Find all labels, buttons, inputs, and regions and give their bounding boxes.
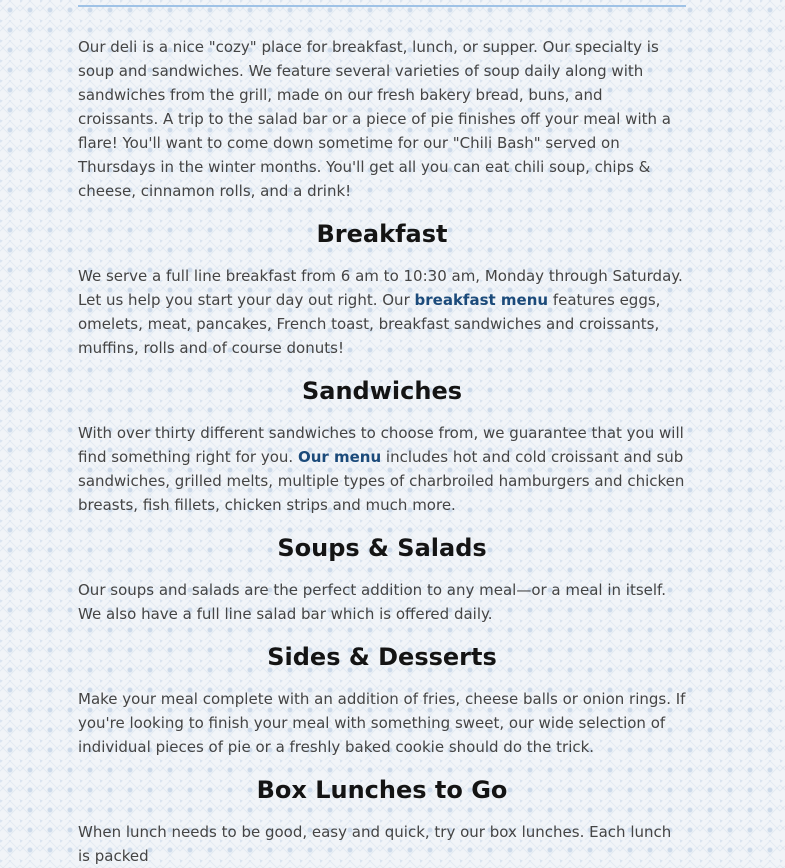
breakfast-paragraph [78,264,686,360]
box-lunches-paragraph: When lunch needs to be good, easy and quick, try our box lunches. Each lunch is packed [78,823,672,865]
our-menu-link[interactable]: Our menu [297,448,382,466]
sandwiches-text-2: includes hot and cold croissant and sub sandwiches, grilled melts, multiple types of charbroiled hamburgers and chicken breasts, fish fillets, chicken strips and much more. [78,448,685,514]
section-divider [78,5,686,7]
breakfast-heading: Breakfast [316,220,448,248]
sides-desserts-heading: Sides & Desserts [267,643,497,671]
breakfast-menu-link[interactable]: breakfast menu [414,291,549,309]
sandwiches-paragraph [78,421,686,517]
breakfast-text-2: features eggs, omelets, meat, pancakes, French toast, breakfast sandwiches and croissants, muffins, rolls and of course donuts! [78,291,661,357]
box-lunches-heading: Box Lunches to Go [256,776,508,804]
soups-salads-paragraph: Our soups and salads are the perfect addition to any meal—or a meal in itself. We also have a full line salad bar which is offered daily. [78,581,667,623]
soups-salads-heading: Soups & Salads [277,534,487,562]
sandwiches-text-1: With over thirty different sandwiches to choose from, we guarantee that you will find something right for you. [78,424,684,466]
breakfast-text-1: We serve a full line breakfast from 6 am to 10:30 am, Monday through Saturday. Let us help you start your day out right. Our [78,267,683,309]
main-content [78,0,686,868]
sides-desserts-paragraph: Make your meal complete with an addition of fries, cheese balls or onion rings. If you're looking to finish your meal with something sweet, our wide selection of individual pieces of pie or a freshly baked cookie should do the trick. [78,690,686,756]
intro-paragraph: Our deli is a nice "cozy" place for breakfast, lunch, or supper. Our specialty is soup and sandwiches. We feature several varieties of soup daily along with sandwiches from the grill, made on our fresh bakery bread, buns, and croissants. A trip to the salad bar or a piece of pie finishes off your meal with a flare! You'll want to come down sometime for our "Chili Bash" served on Thursdays in the winter months. You'll get all you can eat chili soup, chips & cheese, cinnamon rolls, and a drink! [78,38,671,200]
sandwiches-heading: Sandwiches [301,377,463,405]
